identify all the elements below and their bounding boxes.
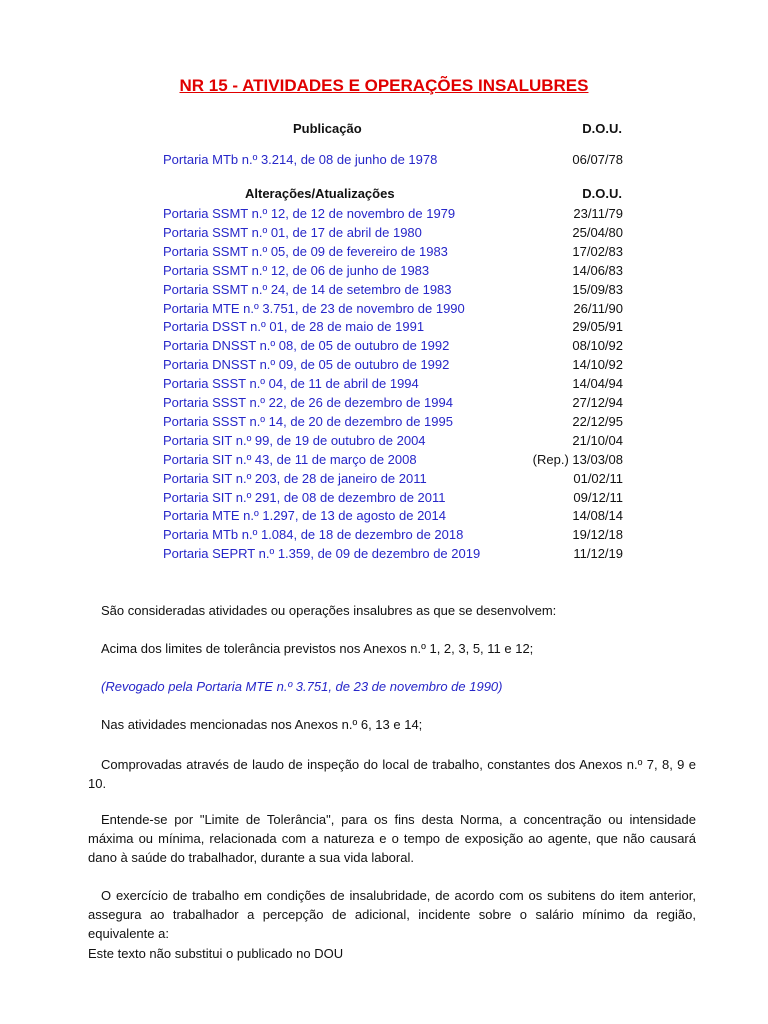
portaria-link[interactable]: Portaria SSMT n.º 05, de 09 de fevereiro de 1983 bbox=[163, 243, 448, 259]
dou-date: 09/12/11 bbox=[573, 489, 623, 505]
update-row bbox=[163, 225, 623, 244]
paragraph-annexes: Nas atividades mencionadas nos Anexos n.º 6, 13 e 14; bbox=[101, 717, 423, 732]
paragraph-intro: São consideradas atividades ou operações insalubres as que se desenvolvem: bbox=[101, 603, 557, 618]
dou-date: 08/10/92 bbox=[572, 338, 623, 354]
update-row bbox=[163, 527, 623, 546]
update-row bbox=[163, 282, 623, 301]
portaria-link[interactable]: Portaria DNSST n.º 09, de 05 de outubro de 1992 bbox=[163, 357, 450, 373]
portaria-link[interactable]: Portaria MTb n.º 1.084, de 18 de dezembro de 2018 bbox=[163, 527, 464, 543]
publication-date: 06/07/78 bbox=[572, 152, 623, 167]
dou-date: 22/12/95 bbox=[572, 413, 623, 429]
dou-date: (Rep.) 13/03/08 bbox=[532, 451, 623, 467]
portaria-link[interactable]: Portaria SSMT n.º 12, de 12 de novembro de 1979 bbox=[163, 206, 456, 221]
dou-date: 26/11/90 bbox=[573, 300, 623, 316]
dou-date: 14/04/94 bbox=[572, 376, 623, 392]
dou-date: 14/06/83 bbox=[572, 262, 623, 278]
publication-row bbox=[163, 152, 623, 171]
portaria-link[interactable]: Portaria SSST n.º 04, de 11 de abril de 1994 bbox=[163, 376, 419, 392]
portaria-link[interactable]: Portaria SIT n.º 99, de 19 de outubro de 2004 bbox=[163, 432, 426, 448]
update-row bbox=[163, 357, 623, 376]
portaria-link[interactable]: Portaria DSST n.º 01, de 28 de maio de 1991 bbox=[163, 319, 425, 335]
portaria-link[interactable]: Portaria MTE n.º 3.751, de 23 de novembro de 1990 bbox=[163, 300, 465, 316]
dou-date: 25/04/80 bbox=[572, 224, 623, 240]
portaria-link[interactable]: Portaria SIT n.º 291, de 08 de dezembro de 2011 bbox=[163, 489, 446, 505]
dou-date: 29/05/91 bbox=[572, 319, 623, 335]
portaria-link[interactable]: Portaria SEPRT n.º 1.359, de 09 de dezembro de 2019 bbox=[163, 546, 481, 562]
publication-dou-label: D.O.U. bbox=[582, 121, 622, 136]
update-row bbox=[163, 471, 623, 490]
update-row bbox=[163, 319, 623, 338]
dou-date: 14/08/14 bbox=[572, 508, 623, 524]
updates-label: Alterações/Atualizações bbox=[245, 186, 395, 201]
updates-dou-label: D.O.U. bbox=[582, 186, 622, 201]
update-row bbox=[163, 508, 623, 527]
update-row bbox=[163, 452, 623, 471]
paragraph-additional: O exercício de trabalho em condições de insalubridade, de acordo com os subitens do item anterior, assegura ao trabalhador a percepção de adicional, incidente sobre o salário mínimo da região, equivalente a: bbox=[88, 888, 696, 941]
update-row bbox=[163, 244, 623, 263]
update-row bbox=[163, 206, 623, 225]
update-row bbox=[163, 433, 623, 452]
portaria-link[interactable]: Portaria SSMT n.º 01, de 17 de abril de 1980 bbox=[163, 224, 422, 240]
dou-date: 01/02/11 bbox=[573, 470, 623, 486]
dou-date: 19/12/18 bbox=[572, 527, 623, 543]
dou-date: 17/02/83 bbox=[572, 243, 623, 259]
portaria-link[interactable]: Portaria SIT n.º 203, de 28 de janeiro de 2011 bbox=[163, 470, 427, 486]
publication-label: Publicação bbox=[293, 121, 362, 136]
update-row bbox=[163, 490, 623, 509]
paragraph-revoked: (Revogado pela Portaria MTE n.º 3.751, de 23 de novembro de 1990) bbox=[101, 679, 503, 694]
publication-link[interactable]: Portaria MTb n.º 3.214, de 08 de junho de 1978 bbox=[163, 152, 438, 167]
portaria-link[interactable]: Portaria SSST n.º 22, de 26 de dezembro de 1994 bbox=[163, 395, 453, 410]
update-row bbox=[163, 263, 623, 282]
page-title: NR 15 - ATIVIDADES E OPERAÇÕES INSALUBRES bbox=[179, 76, 589, 95]
dou-date: 21/10/04 bbox=[572, 432, 623, 448]
dou-date: 11/12/19 bbox=[573, 546, 623, 562]
dou-date: 15/09/83 bbox=[572, 281, 623, 297]
portaria-link[interactable]: Portaria SSMT n.º 12, de 06 de junho de 1983 bbox=[163, 262, 430, 278]
update-row bbox=[163, 338, 623, 357]
update-row bbox=[163, 301, 623, 320]
portaria-link[interactable]: Portaria SSMT n.º 24, de 14 de setembro de 1983 bbox=[163, 281, 452, 297]
paragraph-limits: Acima dos limites de tolerância previstos nos Anexos n.º 1, 2, 3, 5, 11 e 12; bbox=[101, 641, 534, 656]
footer-note: Este texto não substitui o publicado no DOU bbox=[88, 946, 344, 961]
portaria-link[interactable]: Portaria DNSST n.º 08, de 05 de outubro de 1992 bbox=[163, 338, 450, 354]
dou-date: 14/10/92 bbox=[572, 357, 623, 373]
paragraph-inspection: Comprovadas através de laudo de inspeção do local de trabalho, constantes dos Anexos n.º 7, 8, 9 e 10. bbox=[88, 757, 696, 791]
update-row bbox=[163, 546, 623, 565]
paragraph-tolerance-limit: Entende-se por "Limite de Tolerância", para os fins desta Norma, a concentração ou intensidade máxima ou mínima, relacionada com a natureza e o tempo de exposição ao agente, que não causará dano à saúde do trabalhador, durante a sua vida laboral. bbox=[88, 812, 696, 865]
portaria-link[interactable]: Portaria MTE n.º 1.297, de 13 de agosto de 2014 bbox=[163, 508, 446, 524]
update-row bbox=[163, 395, 623, 414]
portaria-link[interactable]: Portaria SSST n.º 14, de 20 de dezembro de 1995 bbox=[163, 413, 453, 429]
dou-date: 27/12/94 bbox=[572, 395, 623, 410]
update-row bbox=[163, 376, 623, 395]
dou-date: 23/11/79 bbox=[573, 206, 623, 221]
update-row bbox=[163, 414, 623, 433]
portaria-link[interactable]: Portaria SIT n.º 43, de 11 de março de 2008 bbox=[163, 451, 417, 467]
